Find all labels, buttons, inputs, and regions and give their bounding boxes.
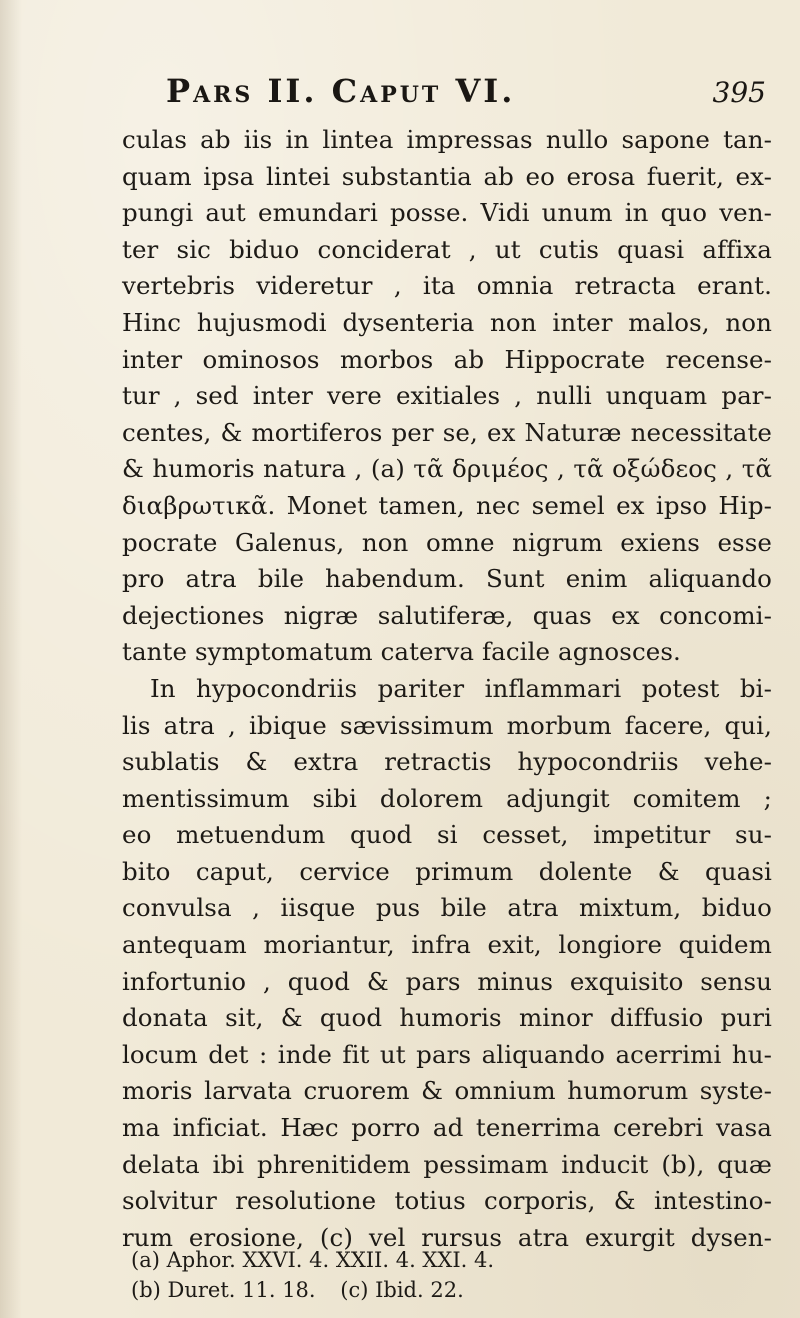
text-line: infortunio , quod & pars minus exquisito sensu bbox=[122, 966, 772, 996]
text-line: dejectiones nigræ salutiferæ, quas ex concomi- bbox=[122, 600, 772, 630]
text-line: sublatis & extra retractis hypocondriis vehe- bbox=[122, 747, 772, 777]
footnote-a: (a) Aphor. XXVI. 4. XXII. 4. XXI. 4. bbox=[131, 1248, 494, 1272]
text-line: antequam moriantur, infra exit, longiore quidem bbox=[122, 930, 772, 960]
text-line: mentissimum sibi dolorem adjungit comitem ; bbox=[122, 783, 772, 813]
text-line: locum det : inde fit ut pars aliquando acerrimi hu- bbox=[122, 1039, 772, 1069]
footnote-c: (c) Ibid. 22. bbox=[340, 1278, 464, 1302]
text-line: solvitur resolutione totius corporis, & intestino- bbox=[122, 1186, 772, 1216]
main-text bbox=[122, 122, 772, 1256]
text-line: lis atra , ibique sævissimum morbum facere, qui, bbox=[122, 710, 772, 740]
text-line: moris larvata cruorem & omnium humorum syste- bbox=[122, 1076, 772, 1106]
text-line: pocrate Galenus, non omne nigrum exiens esse bbox=[122, 527, 772, 557]
footnote-b: (b) Duret. 11. 18. bbox=[131, 1278, 316, 1302]
footnote-row-bc bbox=[131, 1275, 781, 1305]
footnotes bbox=[131, 1245, 781, 1305]
text-line: Hinc hujusmodi dysenteria non inter malos, non bbox=[122, 307, 772, 337]
text-line: inter ominosos morbos ab Hippocrate recense- bbox=[122, 344, 772, 374]
text-line: centes, & mortiferos per se, ex Naturæ necessitate bbox=[122, 417, 772, 447]
text-line: convulsa , iisque pus bile atra mixtum, biduo bbox=[122, 893, 772, 923]
text-line: pungi aut emundari posse. Vidi unum in quo ven- bbox=[122, 198, 772, 228]
text-line: donata sit, & quod humoris minor diffusio puri bbox=[122, 1003, 772, 1033]
page-fold-shadow bbox=[0, 0, 22, 1318]
text-line: rum erosione, (c) vel rursus atra exurgit dysen- bbox=[122, 1222, 772, 1252]
text-line: eo metuendum quod si cesset, impetitur su- bbox=[122, 820, 772, 850]
text-line: tur , sed inter vere exitiales , nulli unquam par- bbox=[122, 381, 772, 411]
text-line: In hypocondriis pariter inflammari potest bi- bbox=[150, 673, 772, 703]
text-line: pro atra bile habendum. Sunt enim aliquando bbox=[122, 564, 772, 594]
text-line: διαβρωτικᾶ. Monet tamen, nec semel ex ipso Hip- bbox=[122, 490, 772, 520]
page-header bbox=[166, 72, 776, 116]
text-line: & humoris natura , (a) τᾶ δριμέος , τᾶ οξώδεος , τᾶ bbox=[122, 454, 772, 484]
text-line: quam ipsa lintei substantia ab eo erosa fuerit, ex- bbox=[122, 161, 772, 191]
running-head: Pars II. Caput VI. bbox=[166, 72, 516, 110]
text-line: bito caput, cervice primum dolente & quasi bbox=[122, 856, 772, 886]
text-line: delata ibi phrenitidem pessimam inducit (b), quæ bbox=[122, 1149, 772, 1179]
text-line: ma inficiat. Hæc porro ad tenerrima cerebri vasa bbox=[122, 1113, 772, 1143]
text-line: culas ab iis in lintea impressas nullo sapone tan- bbox=[122, 125, 772, 154]
text-line: vertebris videretur , ita omnia retracta erant. bbox=[122, 271, 772, 301]
text-line: tante symptomatum caterva facile agnosces. bbox=[122, 637, 681, 667]
text-line: ter sic biduo conciderat , ut cutis quasi affixa bbox=[122, 234, 772, 264]
page-number: 395 bbox=[712, 76, 766, 109]
